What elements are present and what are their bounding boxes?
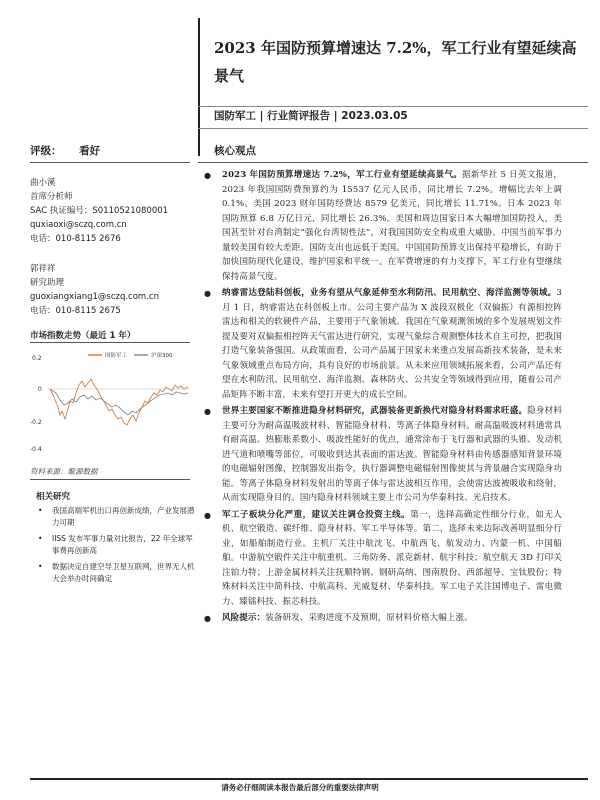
y-tick-label: 0.2 <box>32 355 42 362</box>
paragraph-lead: 军工子板块分化严重，建议关注调仓投资主线。 <box>222 509 411 520</box>
core-views-body <box>204 168 563 628</box>
related-research-item[interactable] <box>30 505 200 529</box>
bullet-icon: • <box>38 534 43 543</box>
market-chart-title: 市场指数走势（最近 1 年） <box>30 331 136 341</box>
analyst-name: 曲小溪 <box>30 178 56 188</box>
analyst-block-1 <box>30 176 200 246</box>
source-divider <box>30 479 190 480</box>
report-subtitle: 国防军工 | 行业简评报告 | 2023.03.05 <box>214 110 408 122</box>
related-research-item[interactable] <box>30 561 200 585</box>
core-views-divider <box>198 162 588 163</box>
related-research-text: 数据决定自建空导卫星互联网，世界无人机大会举办时间确定 <box>52 562 195 583</box>
bullet-icon: ● <box>204 614 212 623</box>
paragraph-text: 第一，选择高确定性细分行业，如无人机、航空锻造、碳纤维、隐身材料、军工半导体等。第二，选择未来边际改善明显细分行业，如船舶制造行业。主机厂关注中航沈飞、中航西飞、航发动力、内蒙一机、中国船舶。中游航空锻件关注中航重机、三角防务、派克新材、航宇科技；航空航天 3D 打印关注铂力特；上游金属材料关注抚顺特钢、钢研高纳、图南股份、西部超导、宝钛股份；特殊材料关注中简科技、中航高科、光威复材、华秦科技。军工电子关注国博电子、雷电微力、臻镭科技、振芯科技。 <box>222 509 562 607</box>
analyst-phone: 电话：010-8115 2675 <box>30 306 121 316</box>
paragraph-lead: 风险提示： <box>222 613 266 623</box>
market-index-chart <box>30 345 192 455</box>
paragraph-text: 3 月 1 日，纳睿雷达在科创板上市。公司主要产品为 X 波段双极化（双偏振）有源相控阵雷达和相关的软硬件产品，主要用于气象领域。我国在气象观测领域的多个发展规划文件提及要对双偏振相控阵天气雷达进行研究，实现气象综合观测整体技术自主可控，把我国打造气象装备强国。从政策面看，公司产品属于国家未来重点发展高新技术装备，是未来气象领域重点布局方向，具有良好的市场前景。从未来应用领域拓展来看，公司产品还有望在水利防汛、民用航空、海洋监测、森林防火、公共安全等领域得到应用，随着公司产品矩阵不断丰富，未来有望打开更大的成长空间。 <box>222 288 562 400</box>
paragraph-text: 装备研发、采购进度不及预期，原材料价格大幅上涨。 <box>265 613 473 623</box>
core-view-paragraph <box>204 286 562 402</box>
rating-divider <box>30 162 190 163</box>
related-research-text: 我国高端军机出口再创新成绩，产业发展潜力可期 <box>52 506 195 527</box>
core-view-paragraph <box>204 611 562 626</box>
bullet-icon: ● <box>204 407 212 416</box>
analyst-title: 研究助理 <box>30 278 65 288</box>
bullet-icon: ● <box>204 171 212 180</box>
series-line-defense <box>50 379 188 425</box>
analyst-license: SAC 执证编号：S0110521080001 <box>30 206 169 216</box>
chart-source: 资料来源：聚源数据 <box>30 467 98 476</box>
paragraph-lead: 2023 年国防预算增速达 7.2%，军工行业有望延续高景气。 <box>222 170 463 180</box>
bullet-icon: ● <box>204 289 212 298</box>
analyst-block-2 <box>30 262 200 318</box>
related-research-item[interactable] <box>30 533 200 557</box>
analyst-email[interactable]: guoxiangxiang1@sczq.com.cn <box>30 292 159 302</box>
related-research-list <box>30 505 200 589</box>
related-research-title: 相关研究 <box>36 492 71 502</box>
paragraph-text: 隐身材料主要可分为耐高温吸波材料、智能隐身材料、等离子体隐身材料。耐高温吸波材料通常具有耐高温、热膨胀系数小、吸波性能好的优点，通常涂布于飞行器和武器的头锥、发动机进气道和喷嘴等部位，可吸收到达其表面的雷达波。智能隐身材料由传感器感知背景环境的电磁辐射图像，控制器发出指令，执行器调整电磁辐射图像使其与背景融合实现隐身功能。等离子体隐身材料发射出的等离子体与雷达波相互作用，会使雷达波被吸收和绕射，从而实现隐身目的。国内隐身材料领域主要上市公司为华秦科技、光启技术。 <box>222 406 562 503</box>
subtitle-divider <box>198 128 588 129</box>
title-vertical-rule <box>198 18 200 156</box>
analyst-email[interactable]: quxiaoxi@sczq.com.cn <box>30 220 127 230</box>
legend-label-csi300: 沪深300 <box>151 353 173 359</box>
market-chart-divider <box>30 342 190 343</box>
report-title: 2023 年国防预算增速达 7.2%，军工行业有望延续高景气 <box>214 39 577 85</box>
core-view-paragraph <box>204 168 563 284</box>
related-research-text: IISS 发布军事力量对比报告，22 年全球军事费再创新高 <box>52 534 193 555</box>
bullet-icon: ● <box>204 510 212 520</box>
paragraph-lead: 纳睿雷达登陆科创板，业务有望从气象延伸至水利防汛、民用航空、海洋监测等领域。 <box>222 288 557 298</box>
bullet-icon: • <box>38 506 43 515</box>
y-tick-label: 0 <box>38 386 42 393</box>
rating <box>30 143 100 158</box>
y-tick-label: -0.4 <box>30 446 42 453</box>
footer-disclaimer: 请务必仔细阅读本报告最后部分的重要法律声明 <box>221 783 379 792</box>
core-view-paragraph <box>204 508 562 610</box>
footer-rule <box>30 778 588 780</box>
rating-value: 看好 <box>79 145 101 157</box>
y-tick-label: -0.2 <box>30 419 42 426</box>
legend-label-defense: 国防军工 <box>105 353 128 359</box>
core-view-paragraph <box>204 404 562 506</box>
analyst-title: 首席分析师 <box>30 192 73 202</box>
rating-label: 评级： <box>30 145 62 157</box>
core-views-title: 核心观点 <box>214 145 256 157</box>
analyst-name: 郭祥祥 <box>30 264 56 274</box>
paragraph-text: 据新华社 5 日英文报道，2023 年我国国防费预算约为 15537 亿元人民币，同比增长 7.2%。增幅比去年上调 0.1%。美国 2023 财年国防经费达 8579 亿美元，同比增长 11.71%。日本 2023 年国防预算 6.8 万亿日元，同比增长 26.3%。美国和周边国家日本大幅增加国防投入，美国甚至针对台湾制定“强化台湾韧性法”，对我国国防安全构成重大威胁。中国当前军事力量较美国有较大差距，国防支出也远低于美国。中国国防预算支出保持平稳增长，有助于加快国防现代化建设，维护国家和平统一。在军费增速的有力支撑下，军工行业有望继续保持高景气度。 <box>222 170 563 282</box>
paragraph-lead: 世界主要国家不断推进隐身材料研究，武器装备更新换代对隐身材料需求旺盛。 <box>222 406 528 416</box>
bullet-icon: • <box>38 562 43 571</box>
analyst-phone: 电话：010-8115 2676 <box>30 234 121 244</box>
title-divider <box>198 106 588 107</box>
